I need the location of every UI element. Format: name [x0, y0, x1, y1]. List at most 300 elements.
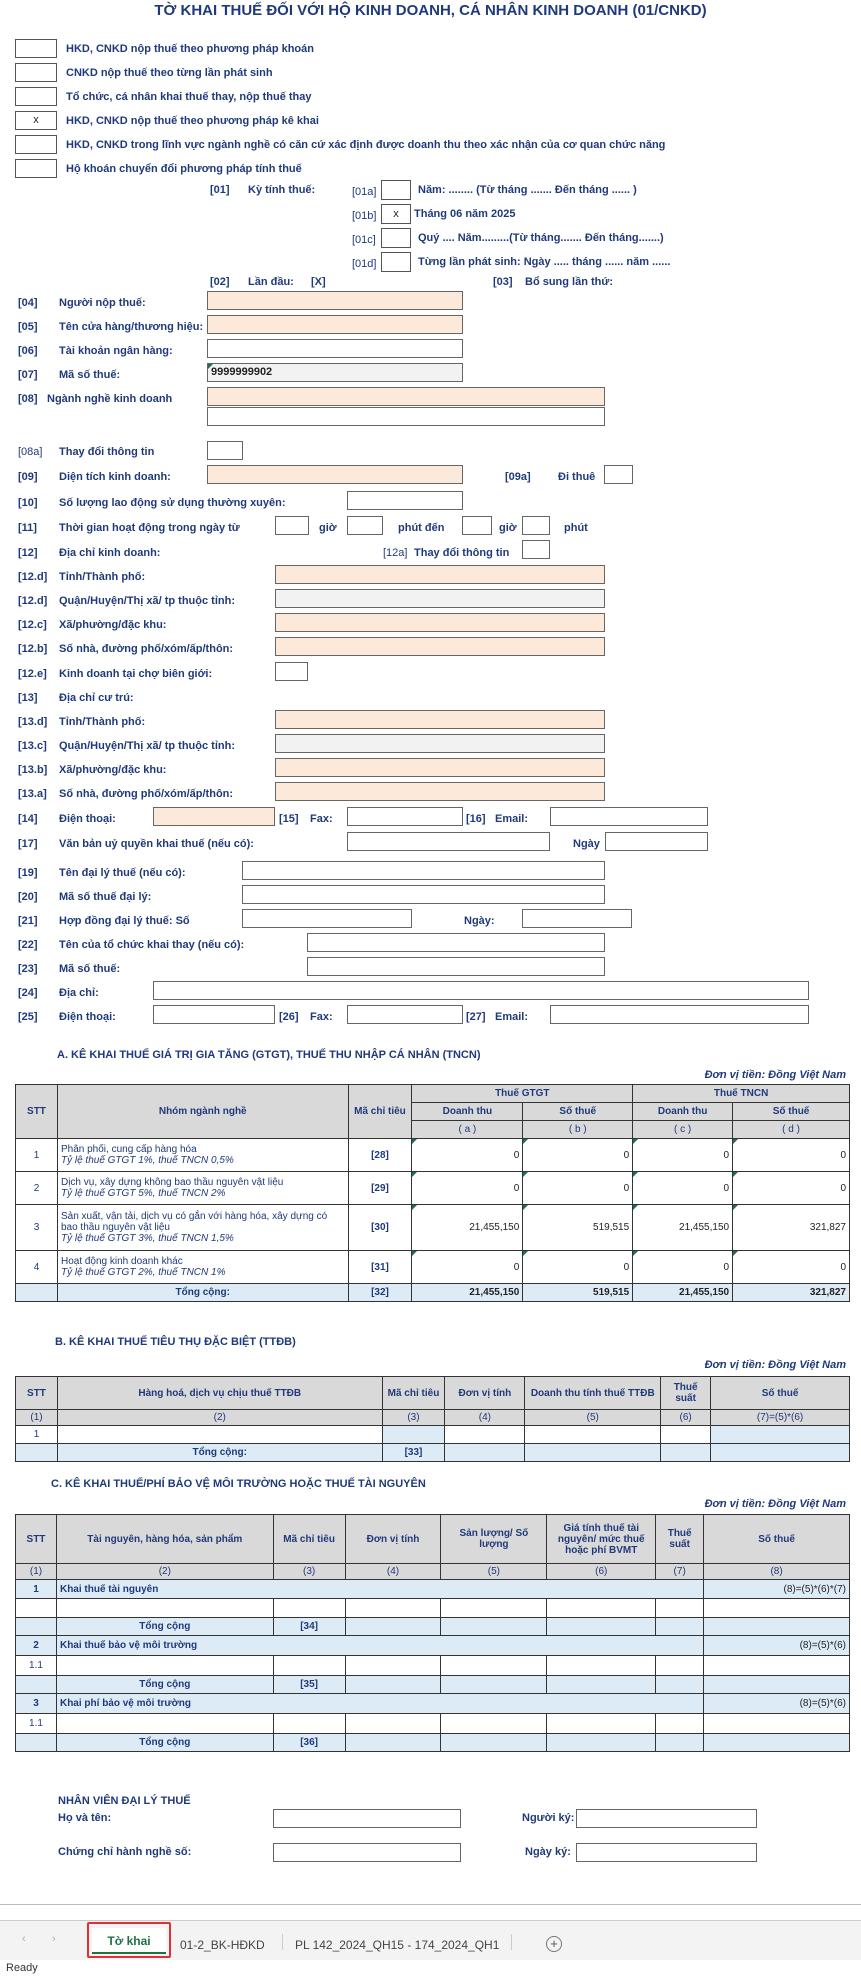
table-row [16, 1251, 850, 1284]
option-label: Tổ chức, cá nhân khai thuế thay, nộp thuế thay [66, 91, 312, 103]
table-row [16, 1426, 850, 1444]
row-stt: 2 [16, 1172, 58, 1205]
add-sheet-icon[interactable]: + [546, 1936, 562, 1952]
row-stt: 1 [16, 1426, 58, 1444]
cell [441, 1734, 547, 1752]
num-5: (5) [525, 1410, 661, 1426]
authorization-label: Văn bản uỷ quyền khai thuế (nếu có): [59, 838, 254, 850]
row-stt [16, 1444, 58, 1462]
res-ward-input[interactable] [275, 758, 605, 777]
business-line-label: Ngành nghề kinh doanh [47, 393, 173, 405]
period-label: Kỳ tính thuế: [248, 184, 316, 196]
row-name-text: Sản xuất, vận tải, dịch vụ có gắn với hàng hóa, xây dựng có bao thầu nguyên vật liệu [60, 1211, 328, 1233]
row-name [57, 1251, 348, 1284]
cell-revenue[interactable] [525, 1426, 661, 1444]
col-b: ( b ) [523, 1121, 633, 1139]
tab-pl-142[interactable]: PL 142_2024_QH15 - 174_2024_QH1 [295, 1938, 500, 1952]
col-group: Nhóm ngành nghề [57, 1085, 348, 1139]
cell [704, 1714, 850, 1734]
cell [704, 1676, 850, 1694]
field-code: [04] [18, 297, 38, 309]
section-a-table [15, 1084, 850, 1302]
row-code: [30] [348, 1205, 412, 1251]
cell-a[interactable]: 21,455,150 [412, 1205, 523, 1251]
minute-to-unit: phút đến [398, 522, 445, 534]
group-stt: 2 [16, 1636, 57, 1656]
area-input[interactable] [207, 465, 463, 484]
signer-input[interactable] [576, 1809, 757, 1828]
contract-date-label: Ngày: [464, 915, 495, 927]
cell[interactable] [656, 1714, 704, 1734]
hours-from-hour-input[interactable] [275, 516, 309, 535]
street-label: Số nhà, đường phố/xóm/ấp/thôn: [59, 643, 234, 655]
field-code: [26] [279, 1011, 299, 1023]
row-stt: 1.1 [16, 1656, 57, 1676]
org-phone-label: Điện thoại: [59, 1011, 116, 1023]
field-code: [09] [18, 471, 38, 483]
bank-account-input[interactable] [207, 339, 463, 358]
cell-rate [661, 1444, 711, 1462]
cell [704, 1618, 850, 1636]
cell-tax [711, 1444, 850, 1462]
col-quantity: Sản lượng/ Số lượng [441, 1515, 547, 1564]
num-1: (1) [16, 1564, 57, 1580]
address-change-label: Thay đổi thông tin [414, 547, 510, 559]
field-code: [05] [18, 321, 38, 333]
period-checkbox-01a[interactable] [381, 180, 411, 200]
cell-c[interactable]: 21,455,150 [633, 1205, 733, 1251]
col-resource: Tài nguyên, hàng hóa, sản phẩm [56, 1515, 273, 1564]
cert-input[interactable] [273, 1843, 461, 1862]
field-code: [13] [18, 692, 38, 704]
field-code: [15] [279, 813, 299, 825]
group-stt: 1 [16, 1580, 57, 1599]
total-c: 21,455,150 [633, 1284, 733, 1302]
section-c-table [15, 1514, 850, 1752]
field-code: [12] [18, 547, 38, 559]
cell [273, 1599, 345, 1618]
address-change-input[interactable] [522, 540, 550, 559]
col-stt: STT [16, 1515, 57, 1564]
org-email-label: Email: [495, 1011, 529, 1023]
cell [441, 1676, 547, 1694]
row-stt: 3 [16, 1205, 58, 1251]
tab-to-khai[interactable]: Tờ khai [92, 1928, 166, 1954]
hours-to-hour-input[interactable] [462, 516, 492, 535]
cell[interactable] [441, 1714, 547, 1734]
row-rate: Tỷ lệ thuế GTGT 2%, thuế TNCN 1% [60, 1267, 226, 1278]
business-line-input-1[interactable] [207, 387, 605, 406]
hours-from-minute-input[interactable] [347, 516, 383, 535]
cell-d[interactable]: 0 [733, 1139, 850, 1172]
group-title: Khai phí bảo vệ môi trường [56, 1694, 703, 1714]
col-goods: Hàng hoá, dịch vụ chịu thuế TTĐB [57, 1377, 382, 1410]
num-7: (7)=(5)*(6) [711, 1410, 850, 1426]
field-code: [23] [18, 963, 38, 975]
status-ready: Ready [6, 1962, 38, 1974]
res-province-input[interactable] [275, 710, 605, 729]
col-code: Mã chỉ tiêu [348, 1085, 412, 1139]
col-c: ( c ) [633, 1121, 733, 1139]
field-code: [08] [18, 393, 38, 405]
res-province-label: Tỉnh/Thành phố: [59, 716, 146, 728]
row-name [57, 1172, 348, 1205]
total-row [16, 1676, 850, 1694]
cell [547, 1676, 656, 1694]
row-name [57, 1139, 348, 1172]
option-label: HKD, CNKD trong lĩnh vực ngành nghề có căn cứ xác định được doanh thu theo xác nhận của cơ quan chức năng [66, 139, 666, 151]
cell-a[interactable]: 0 [412, 1139, 523, 1172]
first-label: Lần đầu: [248, 276, 294, 288]
period-checkbox-01d[interactable] [381, 252, 411, 272]
agent-title: NHÂN VIÊN ĐẠI LÝ THUẾ [58, 1795, 191, 1807]
col-unit: Đơn vị tính [445, 1377, 525, 1410]
cell-c[interactable]: 0 [633, 1172, 733, 1205]
num-2: (2) [57, 1410, 382, 1426]
group-formula: (8)=(5)*(6) [704, 1694, 850, 1714]
phone-input[interactable] [153, 807, 275, 826]
section-c-title: C. KÊ KHAI THUẾ/PHÍ BẢO VỆ MÔI TRƯỜNG HOẶC THUẾ TÀI NGUYÊN [51, 1478, 426, 1490]
total-label: Tổng cộng [56, 1734, 273, 1752]
cell[interactable] [56, 1599, 273, 1618]
authorization-date-label: Ngày [573, 838, 600, 850]
num-4: (4) [345, 1564, 441, 1580]
cell [656, 1676, 704, 1694]
phone-label: Điện thoại: [59, 813, 116, 825]
contract-date-input[interactable] [522, 909, 632, 928]
email-input[interactable] [550, 807, 708, 826]
cell[interactable] [56, 1714, 273, 1734]
field-code: [22] [18, 939, 38, 951]
option-checkbox[interactable]: x [15, 111, 57, 130]
org-address-label: Địa chỉ: [59, 987, 99, 999]
group-title: Khai thuế bảo vệ môi trường [56, 1636, 703, 1656]
sheet-divider [0, 1904, 861, 1905]
col-tax: Số thuế [704, 1515, 850, 1564]
cell-goods[interactable] [57, 1426, 382, 1444]
tax-code-input[interactable]: 9999999902 [207, 363, 463, 382]
section-a-unit: Đơn vị tiền: Đồng Việt Nam [704, 1069, 846, 1081]
period-code-01a: [01a] [352, 186, 377, 198]
total-row [16, 1444, 850, 1462]
cell [273, 1656, 345, 1676]
bank-account-label: Tài khoản ngân hàng: [59, 345, 173, 357]
table-row [16, 1599, 850, 1618]
change-info-input[interactable] [207, 441, 243, 460]
authorization-date-input[interactable] [605, 832, 708, 851]
table-row [16, 1172, 850, 1205]
org-fax-label: Fax: [310, 1011, 333, 1023]
field-code: [13.a] [18, 788, 47, 800]
border-market-input[interactable] [275, 662, 308, 681]
agent-tax-code-input[interactable] [242, 885, 605, 904]
employees-input[interactable] [347, 491, 463, 510]
cell[interactable] [656, 1656, 704, 1676]
group-row [16, 1580, 850, 1599]
field-code: [12.d] [18, 595, 48, 607]
first-value: [X] [311, 276, 326, 288]
row-name [57, 1205, 348, 1251]
field-code: [13.c] [18, 740, 47, 752]
col-rate: Thuế suất [661, 1377, 711, 1410]
table-row [16, 1205, 850, 1251]
province-label: Tỉnh/Thành phố: [59, 571, 146, 583]
cell [441, 1618, 547, 1636]
cell-rate[interactable] [661, 1426, 711, 1444]
total-code: [34] [273, 1618, 345, 1636]
taxpayer-label: Người nộp thuế: [59, 297, 146, 309]
sign-date-label: Ngày ký: [525, 1846, 571, 1858]
cell[interactable] [345, 1599, 441, 1618]
store-name-input[interactable] [207, 315, 463, 334]
res-street-input[interactable] [275, 782, 605, 801]
taxpayer-input[interactable] [207, 291, 463, 310]
period-text-01d: Từng lần phát sinh: Ngày ..... tháng ...... năm ...... [418, 256, 671, 268]
prev-sheet-icon[interactable]: ‹ [22, 1933, 26, 1945]
tab-separator [511, 1934, 512, 1950]
total-label: Tổng cộng [56, 1676, 273, 1694]
field-code: [08a] [18, 446, 43, 458]
option-checkbox[interactable] [15, 135, 57, 154]
field-code: [24] [18, 987, 38, 999]
cell-b[interactable]: 0 [523, 1139, 633, 1172]
agent-name-label: Họ và tên: [58, 1812, 112, 1824]
col-stt: STT [16, 1085, 58, 1139]
option-label: HKD, CNKD nộp thuế theo phương pháp kê khai [66, 115, 319, 127]
option-label: Hộ khoán chuyển đổi phương pháp tính thuế [66, 163, 302, 175]
period-text-01a: Năm: ........ (Từ tháng ....... Đến tháng ...... ) [418, 184, 637, 196]
field-code: [12.b] [18, 643, 48, 655]
cell-d[interactable]: 0 [733, 1251, 850, 1284]
option-checkbox[interactable] [15, 159, 57, 178]
total-a: 21,455,150 [412, 1284, 523, 1302]
cell [273, 1714, 345, 1734]
cell[interactable] [441, 1599, 547, 1618]
total-row [16, 1284, 850, 1302]
cell-tax [711, 1426, 850, 1444]
group-row [16, 1694, 850, 1714]
field-code: [16] [466, 813, 486, 825]
field-code: [13.d] [18, 716, 48, 728]
num-3: (3) [382, 1410, 445, 1426]
period-checkbox-01b[interactable]: x [381, 204, 411, 224]
district-input[interactable] [275, 589, 605, 608]
col-price: Giá tính thuế tài nguyên/ mức thuế hoặc phí BVMT [547, 1515, 656, 1564]
fax-label: Fax: [310, 813, 333, 825]
row-code: [31] [348, 1251, 412, 1284]
option-checkbox[interactable] [15, 39, 57, 58]
supplement-label: Bổ sung lần thứ: [525, 276, 614, 288]
table-row [16, 1714, 850, 1734]
field-code: [12.c] [18, 619, 47, 631]
cell [704, 1656, 850, 1676]
hours-to-minute-input[interactable] [522, 516, 550, 535]
street-input[interactable] [275, 637, 605, 656]
next-sheet-icon[interactable]: › [52, 1933, 56, 1945]
tab-separator [282, 1934, 283, 1950]
num-3: (3) [273, 1564, 345, 1580]
cell-d[interactable]: 0 [733, 1172, 850, 1205]
field-code: [27] [466, 1011, 486, 1023]
res-district-input[interactable] [275, 734, 605, 753]
cell [656, 1734, 704, 1752]
total-row [16, 1734, 850, 1752]
row-name-text: Phân phối, cung cấp hàng hóa [60, 1144, 197, 1155]
group-title: Khai thuế tài nguyên [56, 1580, 703, 1599]
group-row [16, 1636, 850, 1656]
option-checkbox[interactable] [15, 87, 57, 106]
cell-c[interactable]: 0 [633, 1251, 733, 1284]
num-6: (6) [547, 1564, 656, 1580]
cell[interactable] [345, 1714, 441, 1734]
total-b: 519,515 [523, 1284, 633, 1302]
total-code: [32] [348, 1284, 412, 1302]
cell [16, 1599, 57, 1618]
cell[interactable] [441, 1656, 547, 1676]
cell-b[interactable]: 0 [523, 1172, 633, 1205]
cell[interactable] [547, 1599, 656, 1618]
total-code: [35] [273, 1676, 345, 1694]
row-rate: Tỷ lệ thuế GTGT 1%, thuế TNCN 0,5% [60, 1155, 234, 1166]
authorization-input[interactable] [347, 832, 550, 851]
cell-d[interactable]: 321,827 [733, 1205, 850, 1251]
field-code: [13.b] [18, 764, 48, 776]
cell-a[interactable]: 0 [412, 1251, 523, 1284]
col-stt: STT [16, 1377, 58, 1410]
agent-name-label: Tên đại lý thuế (nếu có): [59, 867, 186, 879]
cell-b[interactable]: 0 [523, 1251, 633, 1284]
col-code: Mã chỉ tiêu [382, 1377, 445, 1410]
tab-bk-hdkd[interactable]: 01-2_BK-HĐKD [180, 1938, 265, 1952]
org-phone-input[interactable] [153, 1005, 275, 1024]
res-district-label: Quận/Huyện/Thị xã/ tp thuộc tỉnh: [59, 740, 235, 752]
option-checkbox[interactable] [15, 63, 57, 82]
field-code: [19] [18, 867, 38, 879]
res-street-label: Số nhà, đường phố/xóm/ấp/thôn: [59, 788, 234, 800]
cell [16, 1618, 57, 1636]
org-name-input[interactable] [307, 933, 605, 952]
row-name-text: Dịch vụ, xây dựng không bao thầu nguyên vật liệu [60, 1177, 284, 1188]
cell-c[interactable]: 0 [633, 1139, 733, 1172]
group-formula: (8)=(5)*(6)*(7) [704, 1580, 850, 1599]
ward-input[interactable] [275, 613, 605, 632]
cell-code [382, 1426, 445, 1444]
hours-label: Thời gian hoạt động trong ngày từ [59, 522, 240, 534]
rented-input[interactable] [604, 465, 633, 484]
agent-person-input[interactable] [273, 1809, 461, 1828]
col-code: Mã chỉ tiêu [273, 1515, 345, 1564]
field-code: [25] [18, 1011, 38, 1023]
num-6: (6) [661, 1410, 711, 1426]
num-5: (5) [441, 1564, 547, 1580]
org-fax-input[interactable] [347, 1005, 463, 1024]
table-row [16, 1139, 850, 1172]
district-label: Quận/Huyện/Thị xã/ tp thuộc tỉnh: [59, 595, 235, 607]
field-code: [21] [18, 915, 38, 927]
period-code-01b: [01b] [352, 210, 377, 222]
field-code: [12.e] [18, 668, 47, 680]
agent-contract-input[interactable] [242, 909, 412, 928]
cell[interactable] [345, 1656, 441, 1676]
group-stt: 3 [16, 1694, 57, 1714]
col-revenue: Doanh thu [412, 1103, 523, 1121]
cell [656, 1618, 704, 1636]
cell[interactable] [656, 1599, 704, 1618]
business-line-input-2[interactable] [207, 407, 605, 426]
col-unit: Đơn vị tính [345, 1515, 441, 1564]
num-4: (4) [445, 1410, 525, 1426]
group-formula: (8)=(5)*(6) [704, 1636, 850, 1656]
hour-unit: giờ [319, 522, 337, 534]
field-code: [10] [18, 497, 38, 509]
row-stt: 1 [16, 1139, 58, 1172]
cell-a[interactable]: 0 [412, 1172, 523, 1205]
supplement-code: [03] [493, 276, 513, 288]
row-code: [28] [348, 1139, 412, 1172]
period-text-01b: Tháng 06 năm 2025 [414, 208, 516, 220]
cert-label: Chứng chỉ hành nghề số: [58, 1846, 192, 1858]
minute-unit: phút [564, 522, 588, 534]
period-text-01c: Quý .... Năm.........(Từ tháng....... Đến tháng.......) [418, 232, 664, 244]
total-code: [36] [273, 1734, 345, 1752]
row-code: [29] [348, 1172, 412, 1205]
cell [345, 1618, 441, 1636]
option-label: CNKD nộp thuế theo từng lần phát sinh [66, 67, 273, 79]
border-market-label: Kinh doanh tại chợ biên giới: [59, 668, 213, 680]
field-code: [11] [18, 522, 37, 534]
num-7: (7) [656, 1564, 704, 1580]
period-code-01d: [01d] [352, 258, 377, 270]
cell[interactable] [56, 1656, 273, 1676]
change-info-label: Thay đổi thông tin [59, 446, 155, 458]
sign-date-input[interactable] [576, 1843, 757, 1862]
total-label: Tổng cộng: [57, 1284, 348, 1302]
fax-input[interactable] [347, 807, 463, 826]
agent-tax-code-label: Mã số thuế đại lý: [59, 891, 152, 903]
agent-name-input[interactable] [242, 861, 605, 880]
section-a-title: A. KÊ KHAI THUẾ GIÁ TRỊ GIA TĂNG (GTGT), THUẾ THU NHẬP CÁ NHÂN (TNCN) [57, 1049, 481, 1061]
cell [704, 1599, 850, 1618]
period-checkbox-01c[interactable] [381, 228, 411, 248]
field-code: [20] [18, 891, 38, 903]
province-input[interactable] [275, 565, 605, 584]
rented-label: Đi thuê [558, 471, 596, 483]
total-code: [33] [382, 1444, 445, 1462]
cell-unit[interactable] [445, 1426, 525, 1444]
org-address-input[interactable] [153, 981, 809, 1000]
table-row [16, 1656, 850, 1676]
org-tax-code-input[interactable] [307, 957, 605, 976]
num-2: (2) [56, 1564, 273, 1580]
cell[interactable] [547, 1656, 656, 1676]
col-gtgt: Thuế GTGT [412, 1085, 633, 1103]
col-tncn: Thuế TNCN [633, 1085, 850, 1103]
page-title: TỜ KHAI THUẾ ĐỐI VỚI HỘ KINH DOANH, CÁ NHÂN KINH DOANH (01/CNKD) [154, 2, 707, 19]
col-tax: Số thuế [733, 1103, 850, 1121]
ward-label: Xã/phường/đặc khu: [59, 619, 167, 631]
cell[interactable] [547, 1714, 656, 1734]
residence-label: Địa chỉ cư trú: [59, 692, 134, 704]
email-label: Email: [495, 813, 529, 825]
cell [16, 1676, 57, 1694]
row-stt [16, 1284, 58, 1302]
row-rate: Tỷ lệ thuế GTGT 3%, thuế TNCN 1,5% [60, 1233, 234, 1244]
org-email-input[interactable] [550, 1005, 809, 1024]
row-name-text: Hoạt động kinh doanh khác [60, 1256, 183, 1267]
cell-revenue [525, 1444, 661, 1462]
cell-b[interactable]: 519,515 [523, 1205, 633, 1251]
field-code: [06] [18, 345, 38, 357]
